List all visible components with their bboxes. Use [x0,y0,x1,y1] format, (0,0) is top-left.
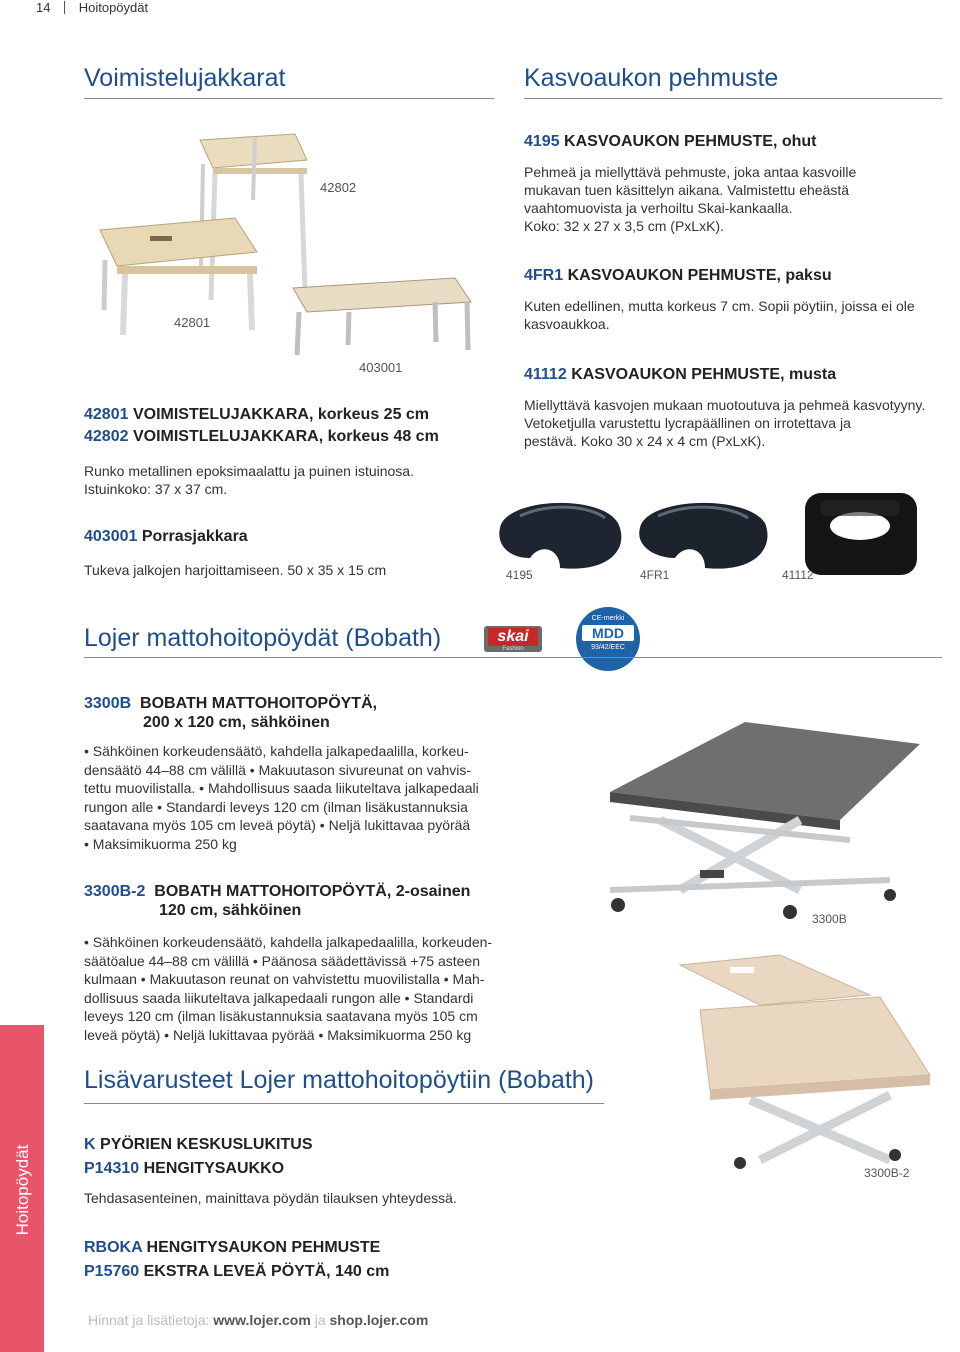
product-3300b-desc [84,742,479,854]
product-name: KASVOAUKON PEHMUSTE, paksu [567,267,832,284]
desc-line: Istuinkoko: 37 x 37 cm. [84,481,228,497]
product-desc [524,396,944,450]
product-name: KASVOAUKON PEHMUSTE, musta [571,366,837,383]
product-name: VOIMISTLELUJAKKARA, korkeus 48 cm [132,428,439,445]
product-3300b-title [84,694,377,732]
product-name: HENGITYSAUKKO [143,1160,285,1177]
skai-logo-sub: Fashion [502,646,524,652]
footer-link-shop[interactable]: shop.lojer.com [329,1312,429,1328]
ce-badge-bottom: 93/42/EEC [591,644,625,651]
accessory-p14310 [84,1157,312,1181]
product-name: VOIMISTELUJAKKARA, korkeus 25 cm [132,406,430,423]
stool-403001-image [293,278,471,355]
product-403001 [84,528,248,546]
product-code: 4195 [524,133,560,150]
caption-42801: 42801 [174,315,211,330]
section-title-stools: Voimistelujakkarat [84,64,286,92]
product-name: PYÖRIEN KESKUSLUKITUS [100,1136,313,1153]
ce-badge-top: CE-merkki [591,615,625,622]
desc-line: Koko: 32 x 27 x 3,5 cm (PxLxK). [524,218,724,234]
product-42801 [84,406,439,424]
product-name: BOBATH MATTOHOITOPÖYTÄ, [140,695,378,712]
cushion-4195-image [499,503,621,569]
stool-403001-desc: Tukeva jalkojen harjoittamiseen. 50 x 35 x 15 cm [84,562,387,578]
product-3300b2-title [84,882,470,920]
desc-line: vaahtomuovista ja verhoiltu Skai-kankaalla. [524,200,793,216]
desc-line: Vetoketjulla varustettu lycrapäällinen on irrotettava ja [524,415,851,431]
cushion-41112-image [805,493,917,575]
product-desc [524,163,944,235]
cushion-41112 [524,366,944,450]
cushion-images [490,488,930,580]
product-code: 3300B-2 [84,883,146,900]
desc-line: • Sähköinen korkeudensäätö, kahdella jalkapedaalilla, korkeuden- [84,934,493,950]
footer-link-www[interactable]: www.lojer.com [213,1312,311,1328]
product-code: 41112 [524,366,567,383]
product-code: 4FR1 [524,267,564,284]
product-name-2: 200 x 120 cm, sähköinen [143,714,330,731]
footer-prefix: Hinnat ja lisätietoja: [88,1312,210,1328]
cushion-4195 [524,133,944,235]
desc-line: kulmaan • Makuutason reunat on vahvistettu muovilistalla • Mah- [84,971,485,988]
section-rule-accessories [84,1103,604,1104]
product-code: P14310 [84,1160,140,1177]
table-caption-3300b: 3300B [812,912,847,926]
section-title-accessories: Lisävarusteet Lojer mattohoitopöytiin (Bobath) [84,1066,595,1094]
footer-join: ja [314,1312,326,1328]
footer [88,1312,428,1328]
cushion-4fr1-image [639,503,767,569]
product-code: K [84,1136,96,1153]
side-tab-label: Hoitopöydät [13,1144,32,1236]
table-3300b-image [590,700,930,925]
cushion-4fr1 [524,267,944,333]
stool-product-list [84,406,439,446]
desc-line: säätöalue 44–88 cm välillä • Päänosa säädettävissä +75 asteen [84,952,480,969]
desc-line: Runko metallinen epoksimaalattu ja puinen istuinosa. [84,463,414,479]
cushion-caption-4fr1: 4FR1 [640,568,670,582]
product-name-2: 120 cm, sähköinen [159,902,302,919]
stool-description [84,462,414,498]
header-section: Hoitopöydät [78,0,149,15]
section-title-bobath: Lojer mattohoitopöydät (Bobath) [84,624,442,652]
stool-images [95,130,480,360]
product-code: RBOKA [84,1239,143,1256]
caption-403001: 403001 [359,360,403,375]
accessory-rboka [84,1236,389,1260]
desc-line: rungon alle • Standardi leveys 120 cm (ilman lisäkustannuksia [84,798,468,815]
desc-line: leveä pöytä) • Neljä lukittavaa pyörää • Maksimikuorma 250 kg [84,1026,472,1043]
desc-line: dollisuus saada liikuteltava jalkapedaali rungon alle • Standardi [84,989,474,1006]
ce-badge-mid: MDD [582,625,634,641]
table-3300b2-image [640,935,940,1170]
product-code: 3300B [84,695,132,712]
stool-42802-image [200,134,307,300]
cushion-caption-41112: 41112 [782,568,814,582]
desc-line: mukavan tuen käsittelyn aikana. Valmistettu eheästä [524,182,850,198]
desc-line: Miellyttävä kasvojen mukaan muotoutuva ja pehmeä kasvotyyny. [524,397,926,413]
product-name: BOBATH MATTOHOITOPÖYTÄ, 2-osainen [154,883,471,900]
product-desc [524,297,944,333]
page-number: 14 [36,0,51,15]
product-code: 42802 [84,428,129,445]
product-code: 403001 [84,528,138,545]
section-rule-right [524,98,942,99]
product-name: EKSTRA LEVEÄ PÖYTÄ, 140 cm [143,1263,390,1280]
caption-42802: 42802 [320,180,357,195]
table-caption-3300b2: 3300B-2 [864,1166,910,1180]
accessory-p15760 [84,1260,389,1284]
product-42802 [84,428,439,446]
product-code: 42801 [84,406,129,423]
desc-line: Kuten edellinen, mutta korkeus 7 cm. Sopii pöytiin, joissa ei ole [524,298,915,314]
desc-line: kasvoaukkoa. [524,316,610,332]
product-name: Porrasjakkara [141,528,248,545]
product-3300b2-desc [84,933,492,1045]
desc-line: tettu muovilistalla. • Mahdollisuus saada liikuteltava jalkapedaali [84,780,479,797]
section-rule-bobath [84,657,942,658]
skai-logo [484,626,542,652]
accessory-list-2 [84,1236,389,1284]
product-name: KASVOAUKON PEHMUSTE, ohut [564,133,817,150]
desc-line: leveys 120 cm (ilman lisäkustannuksia saatavana myös 105 cm [84,1008,478,1025]
ce-mdd-badge [576,607,640,671]
product-name: HENGITYSAUKON PEHMUSTE [146,1239,381,1256]
page-header [36,0,148,15]
accessory-note: Tehdasasenteinen, mainittava pöydän tilauksen yhteydessä. [84,1190,457,1206]
accessory-list-1 [84,1133,312,1181]
desc-line: pestävä. Koko 30 x 24 x 4 cm (PxLxK). [524,433,766,449]
product-code: P15760 [84,1263,140,1280]
desc-line: Pehmeä ja miellyttävä pehmuste, joka antaa kasvoille [524,164,857,180]
section-rule-left [84,98,494,99]
header-divider [64,1,65,14]
desc-line: saatavana myös 105 cm leveä pöytä) • Neljä lukittavaa pyörää [84,817,471,834]
section-title-face-cushion: Kasvoaukon pehmuste [524,64,779,92]
desc-line: • Maksimikuorma 250 kg [84,835,237,852]
cushion-caption-4195: 4195 [506,568,533,582]
desc-line: • Sähköinen korkeudensäätö, kahdella jalkapedaalilla, korkeu- [84,743,469,759]
skai-logo-text: skai [488,628,538,646]
accessory-k [84,1133,312,1157]
desc-line: densäätö 44–88 cm välillä • Makuutason sivureunat on vahvis- [84,761,472,778]
